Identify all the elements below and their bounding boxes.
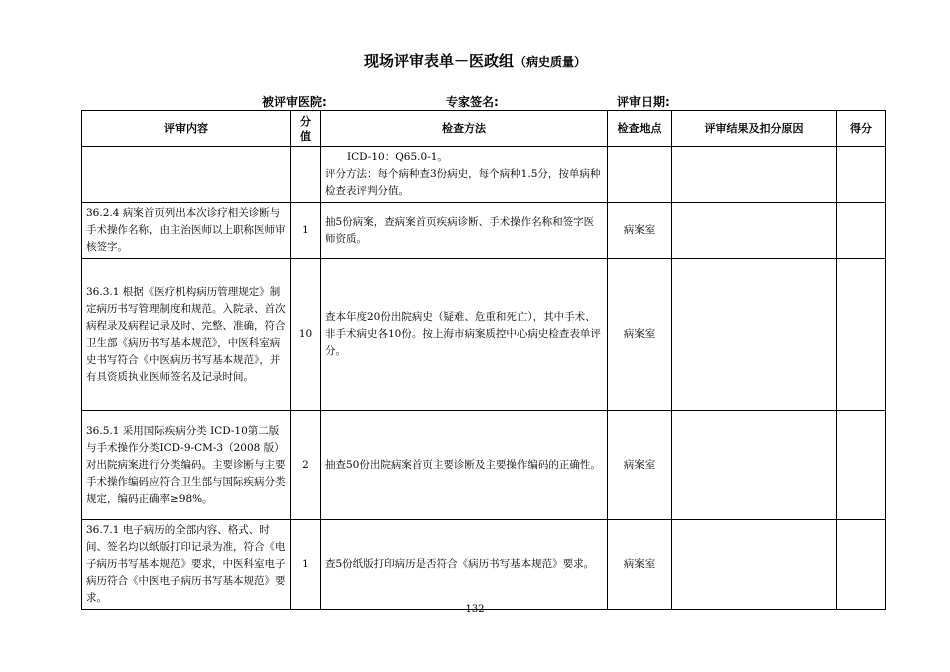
row-method bbox=[321, 147, 608, 203]
row-score: 1 bbox=[291, 203, 321, 259]
row-result bbox=[672, 147, 837, 203]
table-row bbox=[82, 411, 886, 520]
row-score: 1 bbox=[291, 520, 321, 610]
row-points bbox=[837, 147, 886, 203]
header-score-line2: 值 bbox=[300, 129, 311, 143]
header-result: 评审结果及扣分原因 bbox=[672, 111, 837, 147]
row-score: 10 bbox=[291, 259, 321, 411]
row-result bbox=[672, 203, 837, 259]
header-score bbox=[291, 111, 321, 147]
table-row bbox=[82, 203, 886, 259]
row-content: 36.3.1 根据《医疗机构病历管理规定》制定病历书写管理制度和规范。入院录、首次病程录及病程记录及时、完整、准确，符合卫生部《病历书写基本规范》，中医科室病史书写符合《中医病历书写基本规范》，并有具资质执业医师签名及记录时间。 bbox=[82, 259, 291, 411]
hospital-label: 被评审医院: bbox=[262, 95, 327, 109]
method-line: ICD-10：Q65.0-1。 bbox=[347, 151, 448, 163]
table-header-row bbox=[82, 111, 886, 147]
header-method: 检查方法 bbox=[321, 111, 608, 147]
row-score bbox=[291, 147, 321, 203]
header-points: 得分 bbox=[837, 111, 886, 147]
title-sub: （病史质量） bbox=[514, 55, 587, 69]
row-points bbox=[837, 259, 886, 411]
row-method: 抽查50份出院病案首页主要诊断及主要操作编码的正确性。 bbox=[321, 411, 608, 520]
expert-signature-label: 专家签名: bbox=[446, 95, 499, 109]
row-location: 病案室 bbox=[608, 203, 672, 259]
row-location: 病案室 bbox=[608, 259, 672, 411]
review-table bbox=[81, 110, 886, 610]
row-result bbox=[672, 259, 837, 411]
row-method: 抽5份病案，查病案首页疾病诊断、手术操作名称和签字医师资质。 bbox=[321, 203, 608, 259]
header-score-line1: 分 bbox=[300, 114, 311, 128]
row-content bbox=[82, 147, 291, 203]
row-result bbox=[672, 411, 837, 520]
table-row bbox=[82, 259, 886, 411]
row-location: 病案室 bbox=[608, 411, 672, 520]
row-method: 查5份纸版打印病历是否符合《病历书写基本规范》要求。 bbox=[321, 520, 608, 610]
table-row bbox=[82, 520, 886, 610]
method-line: 评分方法：每个病种查3份病史，每个病种1.5分，按单病种检查表评判分值。 bbox=[325, 168, 601, 197]
header-content: 评审内容 bbox=[82, 111, 291, 147]
row-result bbox=[672, 520, 837, 610]
page-number: 132 bbox=[465, 604, 485, 615]
row-content: 36.7.1 电子病历的全部内容、格式、时间、签名均以纸版打印记录为准，符合《电子病历书写基本规范》要求，中医科室电子病历符合《中医电子病历书写基本规范》要求。 bbox=[82, 520, 291, 610]
page-title bbox=[0, 50, 950, 71]
row-points bbox=[837, 203, 886, 259]
row-points bbox=[837, 520, 886, 610]
row-location: 病案室 bbox=[608, 520, 672, 610]
row-points bbox=[837, 411, 886, 520]
title-main: 现场评审表单－医政组 bbox=[363, 52, 514, 70]
table-row bbox=[82, 147, 886, 203]
row-score: 2 bbox=[291, 411, 321, 520]
header-location: 检查地点 bbox=[608, 111, 672, 147]
row-content: 36.2.4 病案首页列出本次诊疗相关诊断与手术操作名称，由主治医师以上职称医师审核签字。 bbox=[82, 203, 291, 259]
row-content: 36.5.1 采用国际疾病分类 ICD-10第二版与手术操作分类ICD-9-CM-3（2008 版）对出院病案进行分类编码。主要诊断与主要手术操作编码应符合卫生部与国际疾病分类规定，编码正确率≥98%。 bbox=[82, 411, 291, 520]
row-method: 查本年度20份出院病史（疑难、危重和死亡），其中手术、非手术病史各10份。按上海市病案质控中心病史检查表单评分。 bbox=[321, 259, 608, 411]
row-location bbox=[608, 147, 672, 203]
review-date-label: 评审日期: bbox=[617, 95, 670, 109]
